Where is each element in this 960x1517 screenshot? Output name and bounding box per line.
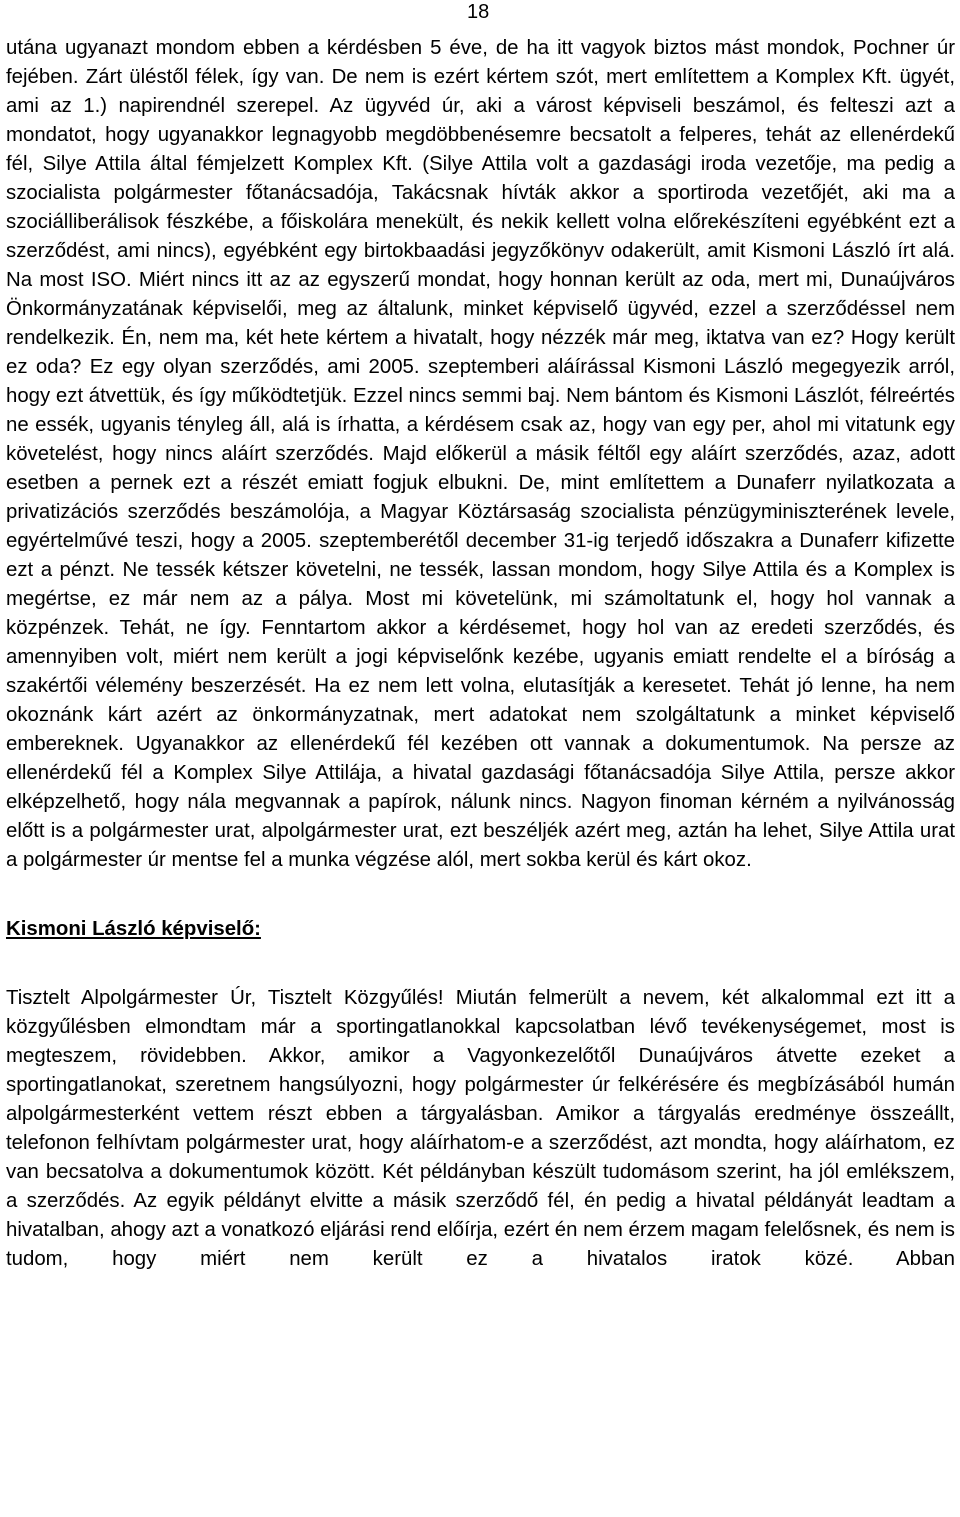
paragraph: utána ugyanazt mondom ebben a kérdésben 5 éve, de ha itt vagyok biztos mást mondok, Pochner úr fejében. Zárt üléstől félek, így van. De nem is ezért kértem szót, mert említettem a Komplex Kft. ügyét, ami az 1.) napirendnél szerepel. Az ügyvéd úr, aki a várost képviseli beszámol, és felteszi azt a mondatot, hogy ugyanakkor legnagyobb megdöbbenésemre becsatolt a felperes, tehát az ellenérdekű fél, Silye Attila által fémjelzett Komplex Kft. (Silye Attila volt a gazdasági iroda vezetője, ma pedig a szocialista polgármester főtanácsadója, Takácsnak hívták akkor a sportiroda vezetőjét, aki ma a szociálliberálisok fészkébe, a főiskolára menekült, és nekik kellett volna előrekészíteni egyébként ezt a szerződést, ami nincs), egyébként egy birtokbaadási jegyzőkönyv odakerült, amit Kismoni László írt alá. Na most ISO. Miért nincs itt az az egyszerű mondat, hogy honnan került az oda, mert mi, Dunaújváros Önkormányzatának képviselői, meg az általunk, minket képviselő ügyvéd, ezzel a szerződéssel nem rendelkezik. Én, nem ma, két hete kértem a hivatalt, hogy nézzék már meg, iktatva van ez? Hogy került ez oda? Ez egy olyan szerződés, ami 2005. szeptemberi aláírással Kismoni László megegyezik arról, hogy ezt átvettük, és így működtetjük. Ezzel nincs semmi baj. Nem bántom és Kismoni Lászlót, félreértés ne essék, ugyanis tényleg áll, alá is írhatta, a kérdésem csak az, hogy van egy per, ahol mi vitatunk egy követelést, hogy nincs aláírt szerződés. Majd előkerül a másik féltől egy aláírt szerződés, azaz, adott esetben a pernek ezt a részét emiatt fogjuk elbukni. De, mint említettem a Dunaferr nyilatkozata a privatizációs szerződés beszámolója, a Magyar Köztársaság szocialista pénzügyminiszterének levele, egyértelművé teszi, hogy a 2005. szeptemberétől december 31-ig terjedő időszakra a Dunaferr kifizette ezt a pénzt. Ne tessék kétszer követelni, ne tessék, lassan mondom, hogy Silye Attila és a Komplex is megértse, ez már nem az a pálya. Most mi követelünk, mi számoltatunk el, hogy hol vannak a közpénzek. Tehát, ne így. Fenntartom akkor a kérdésemet, hogy hol van az eredeti szerződés, és amennyiben volt, miért nem került a jogi képviselőnk kezébe, ugyanis emiatt rendelte el a bíróság a szakértői vélemény beszerzését. Ha ez nem lett volna, elutasítják a keresetet. Tehát jó lenne, ha nem okoznánk kárt azért az önkormányzatnak, mert adatokat nem szolgáltatunk a minket képviselő embereknek. Ugyanakkor az ellenérdekű fél kezében ott vannak a dokumentumok. Na persze az ellenérdekű fél a Komplex Silye Attilája, a hivatal gazdasági főtanácsadója Silye Attila, persze akkor elképzelhető, hogy nála megvannak a papírok, nálunk nincs. Nagyon finoman kérném a nyilvánosság előtt is a polgármester urat, alpolgármester urat, ezt beszéljék azért meg, aztán ha lehet, Silye Attila urat a polgármester úr mentse fel a munka végzése alól, mert sokba kerül és kárt okoz. — [6, 37, 955, 871]
paragraph: Tisztelt Alpolgármester Úr, Tisztelt Közgyűlés! Miután felmerült a nevem, két alkalommal ezt itt a közgyűlésben elmondtam már a sportingatlanokkal kapcsolatban lévő tevékenységemet, most is megteszem, rövidebben. Akkor, amikor a Vagyonkezelőtől Dunaújváros átvette ezeket a sportingatlanokat, szeretnem hangsúlyozni, hogy polgármester úr felkérésére és megbízásából humán alpolgármesterként vettem részt ebben a tárgyalásban. Amikor a tárgyalás eredménye összeállt, telefonon felhívtam polgármester urat, hogy aláírhatom-e a szerződést, azt mondta, hogy aláírhatom, ez van becsatolva a dokumentumok között. Két példányban készült tudomásom szerint, ha jól emlékszem, a szerződés. Az egyik példányt elvitte a másik szerződő fél, én pedig a hivatal példányát leadtam a hivatalban, ahogy azt a vonatkozó eljárási rend előírja, ezért én nem érzem magam felelősnek, és nem is tudom, hogy miért nem került ez a hivatalos iratok közé. Abban — [6, 987, 955, 1270]
document-body — [6, 34, 955, 1274]
page-number: 18 — [467, 1, 490, 23]
speaker-heading: Kismoni László képviselő: — [6, 918, 261, 940]
